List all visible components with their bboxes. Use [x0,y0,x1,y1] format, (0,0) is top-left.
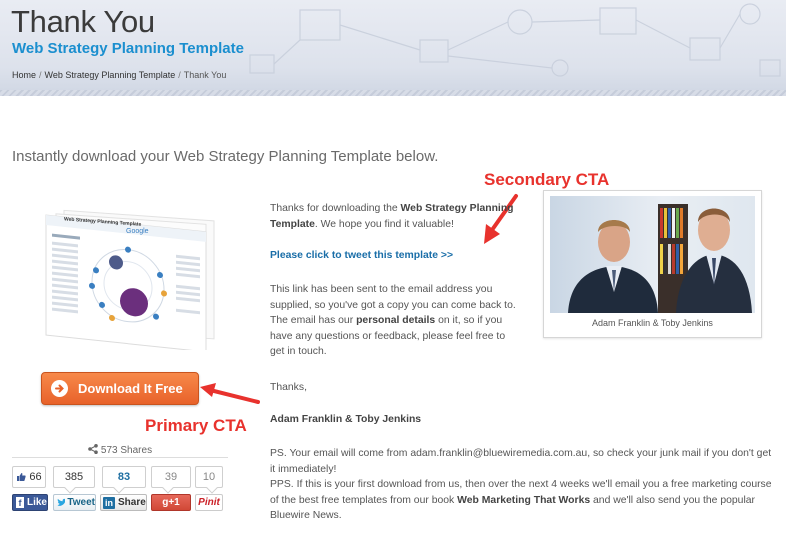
page-title: Thank You [11,4,155,39]
header-banner [0,0,786,96]
page-subtitle: Web Strategy Planning Template [12,40,244,57]
share-total [12,444,228,458]
para1-template-name: Web Strategy Planning Template [270,203,514,230]
linkedin-share-label: Share [118,497,146,508]
tweet-template-link[interactable]: Please click to tweet this template >> [270,250,454,261]
secondary-cta-annotation: Secondary CTA [484,170,610,189]
banner-stripe [0,90,786,96]
preview-header-text: Web Strategy Planning Template [63,216,142,228]
pinterest-count: 10 [195,466,223,488]
thanks-signoff: Thanks, [270,382,307,393]
postscript-block [270,446,778,524]
breadcrumb [12,70,226,80]
primary-cta-arrow-icon [196,378,264,418]
pps-text-a: PPS. If this is your first download from us, then over the next 4 weeks we'll email you a free marketing course of the best free templates from our book [270,479,772,506]
primary-cta-annotation: Primary CTA [145,416,247,435]
thanks-paragraph [270,201,522,232]
intro-heading: Instantly download your Web Strategy Planning Template below. [12,148,439,165]
breadcrumb-current: Thank You [183,70,227,80]
facebook-like-label: Like [26,497,47,508]
founders-photo-illustration [550,196,755,313]
thumbs-up-icon [16,472,26,482]
para2-personal-details: personal details [356,315,436,326]
tweet-button-label: Tweet [67,497,95,508]
founders-photo-frame [543,190,762,338]
founders-photo [550,196,755,313]
para1-text-c: . We hope you find it valuable! [314,218,454,230]
para2-text-a: This link has been sent to the email address you supplied, so you've got a copy you can come back to. The email has our [270,284,516,326]
facebook-count [12,466,46,488]
signature: Adam Franklin & Toby Jenkins [270,414,422,425]
linkedin-share-button[interactable] [100,494,147,511]
pinterest-button[interactable]: Pinit [195,494,223,511]
breadcrumb-parent-link[interactable]: Web Strategy Planning Template [44,70,176,80]
googleplus-button[interactable]: g+1 [151,494,191,511]
share-icon [88,444,98,454]
breadcrumb-separator: / [178,70,181,80]
pps-book-title: Web Marketing That Works [457,494,591,506]
share-total-label: 573 Shares [100,445,153,456]
pps-text-c: and we'll also send you the popular Bluewire News. [270,494,756,521]
download-button-label: Download It Free [78,381,183,396]
pps-paragraph [270,477,778,524]
template-preview-image [30,200,230,350]
para2-text-c: on it, so if you have any questions or feedback, please feel free to get in touch. [270,315,506,357]
linkedin-count: 83 [102,466,146,488]
facebook-count-value: 66 [29,471,42,483]
breadcrumb-home-link[interactable]: Home [12,70,37,80]
breadcrumb-separator: / [39,70,42,80]
photo-caption: Adam Franklin & Toby Jenkins [592,318,713,328]
template-preview-graphic [30,200,230,350]
email-info-paragraph [270,282,522,360]
arrow-right-icon [51,380,68,397]
googleplus-count: 39 [151,466,191,488]
para1-text-a: Thanks for downloading the [270,203,401,214]
tweet-button[interactable] [53,494,96,511]
twitter-bird-icon [57,498,65,507]
twitter-count: 385 [53,466,95,488]
preview-google-text: Google [126,228,149,235]
download-button[interactable] [41,372,199,405]
linkedin-icon: in [105,497,113,508]
facebook-icon: f [16,497,24,508]
ps-paragraph: PS. Your email will come from adam.franklin@bluewiremedia.com.au, so check your junk mail if you don't get it immediately! [270,448,772,475]
facebook-like-button[interactable] [12,494,48,511]
